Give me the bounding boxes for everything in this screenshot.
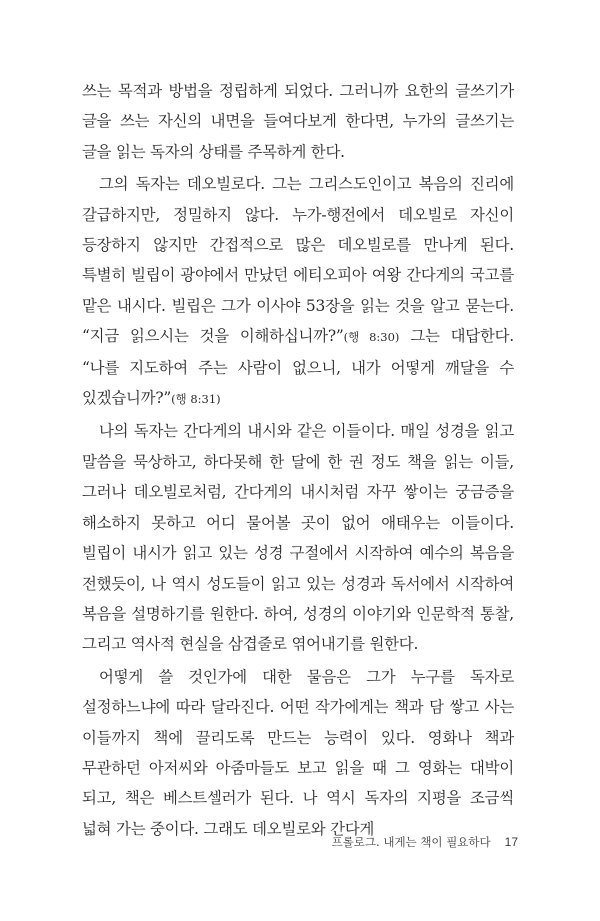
running-title: 프롤로그. 내게는 책이 필요하다 [331,835,491,849]
paragraph-2 [82,169,514,414]
page-number: 17 [504,835,518,849]
bible-citation-1: (행 8:30) [343,330,400,345]
paragraph-2-text-b: 그는 대답한다. “나를 지도하여 주는 사람이 없으니, 내가 어떻게 깨달을 수 있겠습니까?” [82,327,514,408]
page-footer [332,834,518,850]
bible-citation-2: (행 8:31) [171,392,221,407]
page-body [82,76,514,844]
paragraph-2-text-a: 그의 독자는 데오빌로다. 그는 그리스도인이고 복음의 진리에 갈급하지만, 정밀하지 않다. 누가-행전에서 데오빌로 자신이 등장하지 않지만 간접적으로 많은 데오빌로를 만나게 된다. 특별히 빌립이 광야에서 만났던 에티오피아 여왕 간다게의 국고를 맡은 내시다. 빌립은 그가 이사야 53장을 읽는 것을 알고 묻는다. “지금 읽으시는 것을 이해하십니까?” [82,175,514,346]
paragraph-1: 쓰는 목적과 방법을 정립하게 되었다. 그러니까 요한의 글쓰기가 글을 쓰는 자신의 내면을 들여다보게 한다면, 누가의 글쓰기는 글을 읽는 독자의 상태를 주목하게 한다. [82,82,514,161]
paragraph-4: 어떻게 쓸 것인가에 대한 물음은 그가 누구를 독자로 설정하느냐에 따라 달라진다. 어떤 작가에게는 책과 담 쌓고 사는 이들까지 책에 끌리도록 만드는 능력이 있다. 영화나 책과 무관하던 아저씨와 아줌마들도 보고 읽을 때 그 영화는 대박이 되고, 책은 베스트셀러가 된다. 나 역시 독자의 지평을 조금씩 넓혀 가는 중이다. 그래도 데오빌로와 간다게 [82,667,514,838]
paragraph-3: 나의 독자는 간다게의 내시와 같은 이들이다. 매일 성경을 읽고 말씀을 묵상하고, 하다못해 한 달에 한 권 정도 책을 읽는 이들, 그러나 데오빌로처럼, 간다게의 내시처럼 자꾸 쌓이는 궁금증을 해소하지 못하고 어디 물어볼 곳이 없어 애태우는 이들이다. 빌립이 내시가 읽고 있는 성경 구절에서 시작하여 예수의 복음을 전했듯이, 나 역시 성도들이 읽고 있는 성경과 독서에서 시작하여 복음을 설명하기를 원한다. 하여, 성경의 이야기와 인문학적 통찰, 그리고 역사적 현실을 삼겹줄로 엮어내기를 원한다. [82,422,514,654]
